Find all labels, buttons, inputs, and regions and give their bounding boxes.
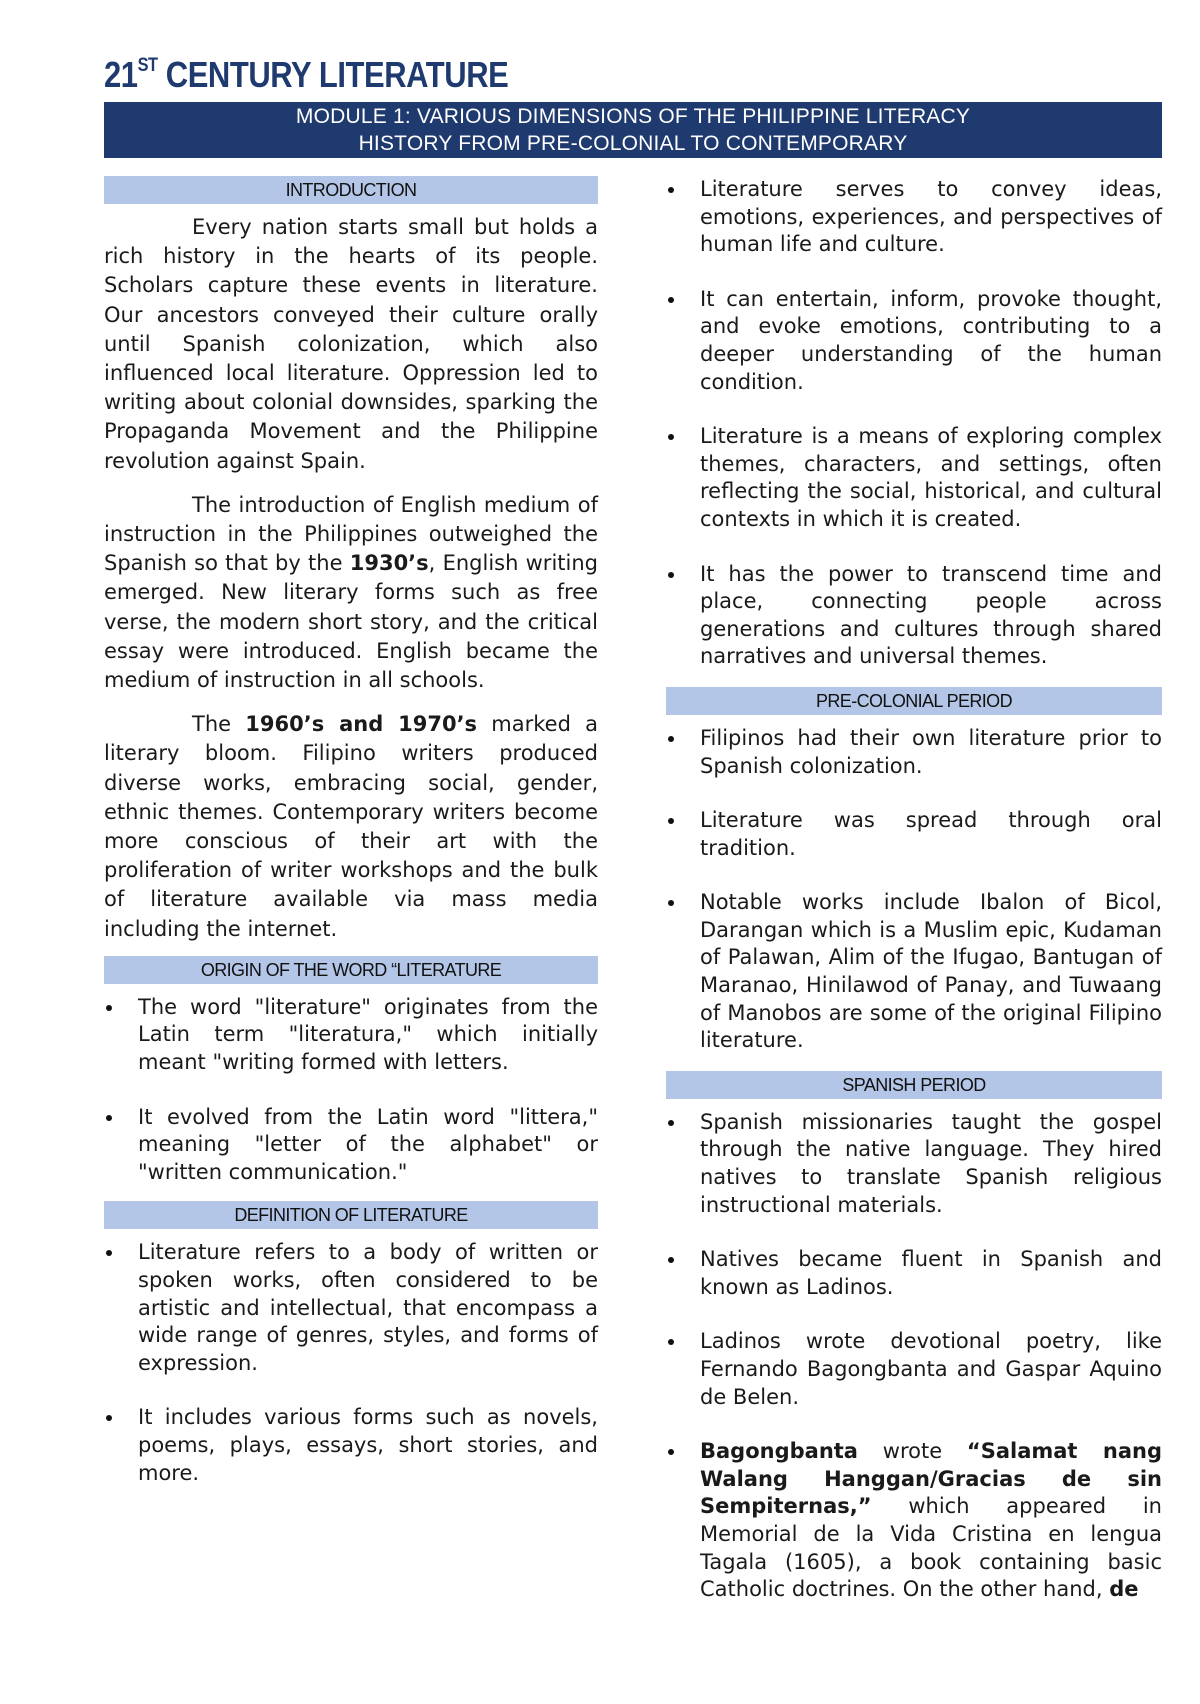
section-header-definition: DEFINITION OF LITERATURE: [104, 1201, 598, 1229]
introduction-paragraph-1: Every nation starts small but holds a rich history in the hearts of its people. Scholars capture these events in literature. Our ancestors conveyed their culture orally until Spanish colonization, which also influenced local literature. Oppression led to writing about colonial downsides, sparking the Propaganda Movement and the Philippine revolution against Spain.: [104, 215, 598, 473]
introduction-paragraph-3: The 1960’s and 1970’s marked a literary bloom. Filipino writers produced diverse works, embracing social, gender, ethnic themes. Contemporary writers become more conscious of their art with the proliferation of writer workshops and the bulk of literature available via mass media including the internet.: [104, 712, 599, 941]
list-item: Ladinos wrote devotional poetry, like Fernando Bagongbanta and Gaspar Aquino de Belen.: [666, 1328, 1162, 1411]
list-item: It can entertain, inform, provoke thought, and evoke emotions, contributing to a deeper understanding of the human condition.: [666, 286, 1162, 396]
list-item: Notable works include Ibalon of Bicol, Darangan which is a Muslim epic, Kudaman of Palawan, Alim of the Ifugao, Bantugan of Maranao, Hinilawod of Panay, and Tuwaang of Manobos are some of the original Filipino literature.: [666, 889, 1162, 1055]
list-item: Literature was spread through oral tradition.: [666, 807, 1162, 862]
list-item: Natives became fluent in Spanish and known as Ladinos.: [666, 1246, 1162, 1301]
introduction-paragraph-2: The introduction of English medium of instruction in the Philippines outweighed the Spanish so that by the 1930’s, English writing emerged. New literary forms such as free verse, the modern short story, and the critical essay were introduced. English became the medium of instruction in all schools.: [104, 492, 598, 693]
right-column: [666, 176, 1162, 1604]
list-item: It evolved from the Latin word "littera," meaning "letter of the alphabet" or "written communication.": [104, 1104, 598, 1187]
title-superscript: ST: [137, 55, 158, 76]
list-item: It includes various forms such as novels, poems, plays, essays, short stories, and more.: [104, 1404, 598, 1487]
list-item: It has the power to transcend time and place, connecting people across generations and cultures through shared narratives and universal themes.: [666, 561, 1162, 671]
left-column: [104, 176, 598, 1487]
section-header-precolonial: PRE-COLONIAL PERIOD: [666, 687, 1162, 715]
list-item: Literature is a means of exploring complex themes, characters, and settings, often reflecting the social, historical, and cultural contexts in which it is created.: [666, 423, 1162, 533]
origin-list: [104, 994, 598, 1187]
definition-list: [104, 1239, 598, 1487]
module-title-line-2: HISTORY FROM PRE-COLONIAL TO CONTEMPORARY: [358, 132, 908, 155]
list-item: Spanish missionaries taught the gospel through the native language. They hired natives to translate Spanish religious instructional materials.: [666, 1109, 1162, 1219]
document-title: 21ST CENTURY LITERATURE: [104, 54, 509, 95]
section-header-spanish: SPANISH PERIOD: [666, 1071, 1162, 1099]
definition-list-continued: [666, 176, 1162, 671]
spanish-list: [666, 1109, 1162, 1604]
module-banner: [104, 102, 1162, 158]
precolonial-list: [666, 725, 1162, 1055]
list-item: Bagongbanta wrote “Salamat nang Walang Hanggan/Gracias de sin Sempiternas,” which appeared in Memorial de la Vida Cristina en lengua Tagala (1605), a book containing basic Catholic doctrines. On the other hand, de: [666, 1438, 1162, 1604]
section-header-introduction: INTRODUCTION: [104, 176, 598, 204]
list-item: Filipinos had their own literature prior to Spanish colonization.: [666, 725, 1162, 780]
list-item: The word "literature" originates from the Latin term "literatura," which initially meant "writing formed with letters.: [104, 994, 598, 1077]
list-item: Literature refers to a body of written or spoken works, often considered to be artistic and intellectual, that encompass a wide range of genres, styles, and forms of expression.: [104, 1239, 598, 1377]
section-header-origin: ORIGIN OF THE WORD “LITERATURE: [104, 956, 598, 984]
list-item: Literature serves to convey ideas, emotions, experiences, and perspectives of human life and culture.: [666, 176, 1162, 259]
module-title-line-1: MODULE 1: VARIOUS DIMENSIONS OF THE PHILIPPINE LITERACY: [295, 105, 971, 128]
